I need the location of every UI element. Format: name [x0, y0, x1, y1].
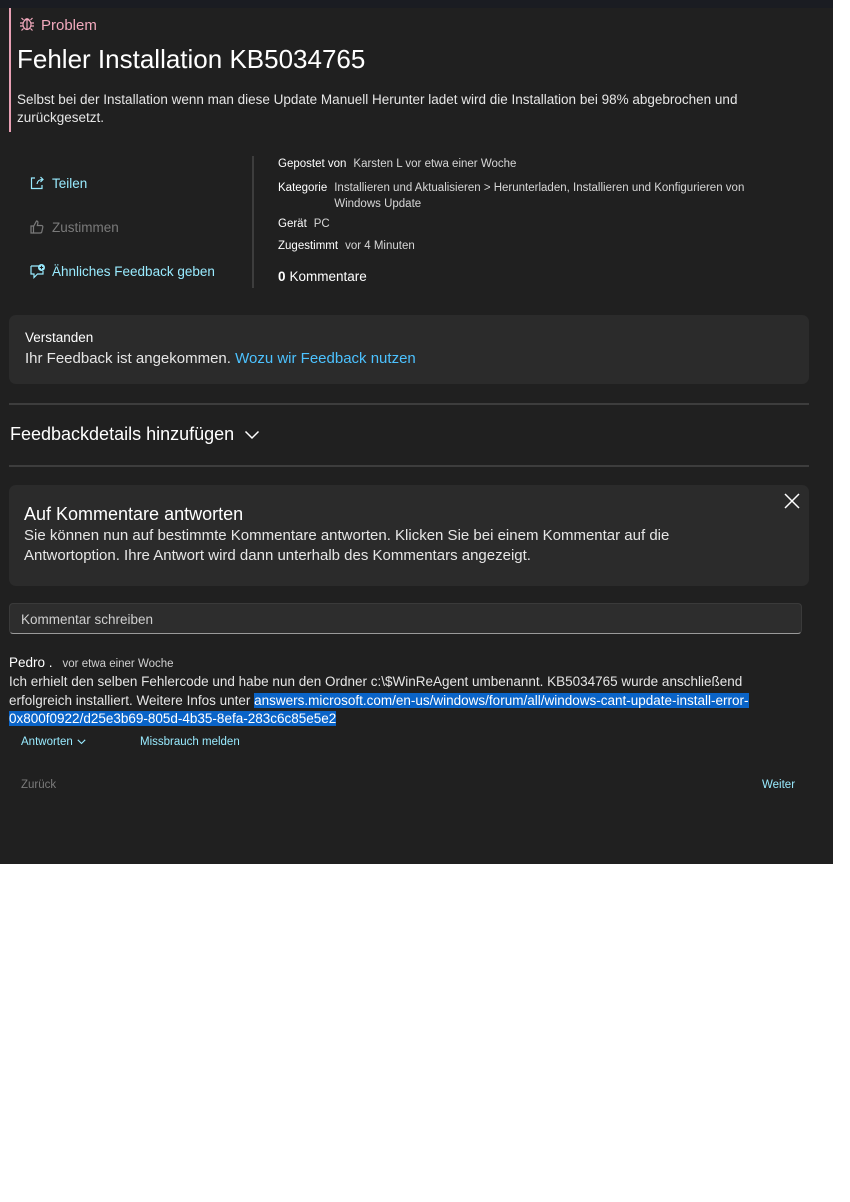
problem-label: Problem	[41, 16, 97, 34]
posted-by-row	[278, 158, 516, 170]
chevron-down-icon	[73, 736, 86, 748]
feedback-add-icon	[28, 262, 46, 280]
device-value: PC	[313, 218, 330, 230]
thumbs-up-icon	[28, 218, 46, 236]
close-icon[interactable]	[783, 492, 801, 510]
reply-info-card	[9, 485, 809, 586]
problem-accent-bar	[9, 8, 11, 132]
divider-top	[9, 403, 809, 405]
feedback-title: Fehler Installation KB5034765	[17, 44, 366, 74]
comment-time: vor etwa einer Woche	[62, 658, 174, 670]
top-strip	[0, 0, 833, 8]
reply-info-text: Sie können nun auf bestimmte Kommentare antworten. Klicken Sie bei einem Kommentar auf die Antwortoption. Ihre Antwort wird dann unterhalb des Kommentars angezeigt.	[24, 527, 670, 564]
reply-button[interactable]	[21, 736, 86, 748]
confirmation-text-row	[25, 350, 416, 367]
chevron-down-icon	[234, 424, 260, 445]
category-label: Kategorie	[278, 182, 328, 194]
reply-label: Antworten	[21, 736, 73, 748]
agreed-row	[278, 240, 415, 252]
comment-input-placeholder: Kommentar schreiben	[21, 612, 154, 627]
comment-link[interactable]: answers.microsoft.com/en-us/windows/forum/all/windows-cant-update-install-error-0x800f0922/d25e3b69-805d-4b35-8efa-283c6c85e5e2	[9, 692, 749, 726]
feedback-usage-link[interactable]: Wozu wir Feedback nutzen	[235, 350, 416, 367]
confirmation-heading: Verstanden	[25, 330, 94, 345]
report-abuse-label: Missbrauch melden	[140, 736, 240, 748]
comments-count: 0	[278, 269, 286, 284]
comment-body	[9, 673, 799, 729]
bug-icon	[18, 14, 41, 36]
agreed-value: vor 4 Minuten	[345, 240, 415, 252]
similar-feedback-button[interactable]	[28, 262, 215, 280]
divider-bottom	[9, 465, 809, 467]
comment-text: Ich erhielt den selben Fehlercode und habe nun den Ordner c:\$WinReAgent umbenannt. KB5034765 wurde anschließend erfolgreich installiert. Weitere Infos unter	[9, 674, 743, 708]
category-value: Installieren und Aktualisieren > Herunterladen, Installieren und Konfigurieren von Windows Update	[334, 182, 745, 210]
posted-by-label: Gepostet von	[278, 158, 347, 170]
feedback-details-label: Feedbackdetails hinzufügen	[10, 424, 235, 444]
comment-input[interactable]	[9, 603, 802, 634]
posted-by-value: Karsten L vor etwa einer Woche	[353, 158, 517, 170]
similar-feedback-label: Ähnliches Feedback geben	[52, 263, 215, 279]
feedback-description: Selbst bei der Installation wenn man diese Update Manuell Herunter ladet wird die Installation bei 98% abgebrochen und zurückgesetzt.	[17, 92, 738, 125]
device-label: Gerät	[278, 218, 307, 230]
device-row	[278, 218, 330, 230]
confirmation-text: Ihr Feedback ist angekommen.	[25, 350, 231, 367]
problem-badge	[18, 15, 97, 35]
agreed-label: Zugestimmt	[278, 240, 339, 252]
agree-label: Zustimmen	[52, 219, 119, 235]
share-label: Teilen	[52, 175, 88, 191]
category-row	[278, 180, 798, 212]
feedback-details-expander[interactable]	[10, 424, 260, 445]
previous-page-button[interactable]: Zurück	[21, 779, 57, 791]
comments-count-row	[278, 269, 367, 284]
agree-button[interactable]	[28, 218, 119, 236]
next-page-button[interactable]: Weiter	[762, 779, 796, 791]
confirmation-card	[9, 315, 809, 384]
share-button[interactable]	[28, 174, 87, 192]
reply-info-heading: Auf Kommentare antworten	[24, 504, 244, 524]
report-abuse-link[interactable]	[140, 736, 240, 748]
comment-header	[9, 655, 174, 670]
comment-author: Pedro .	[9, 655, 53, 670]
comments-label: Kommentare	[289, 269, 367, 284]
share-icon	[28, 174, 46, 192]
vertical-divider	[252, 156, 254, 288]
